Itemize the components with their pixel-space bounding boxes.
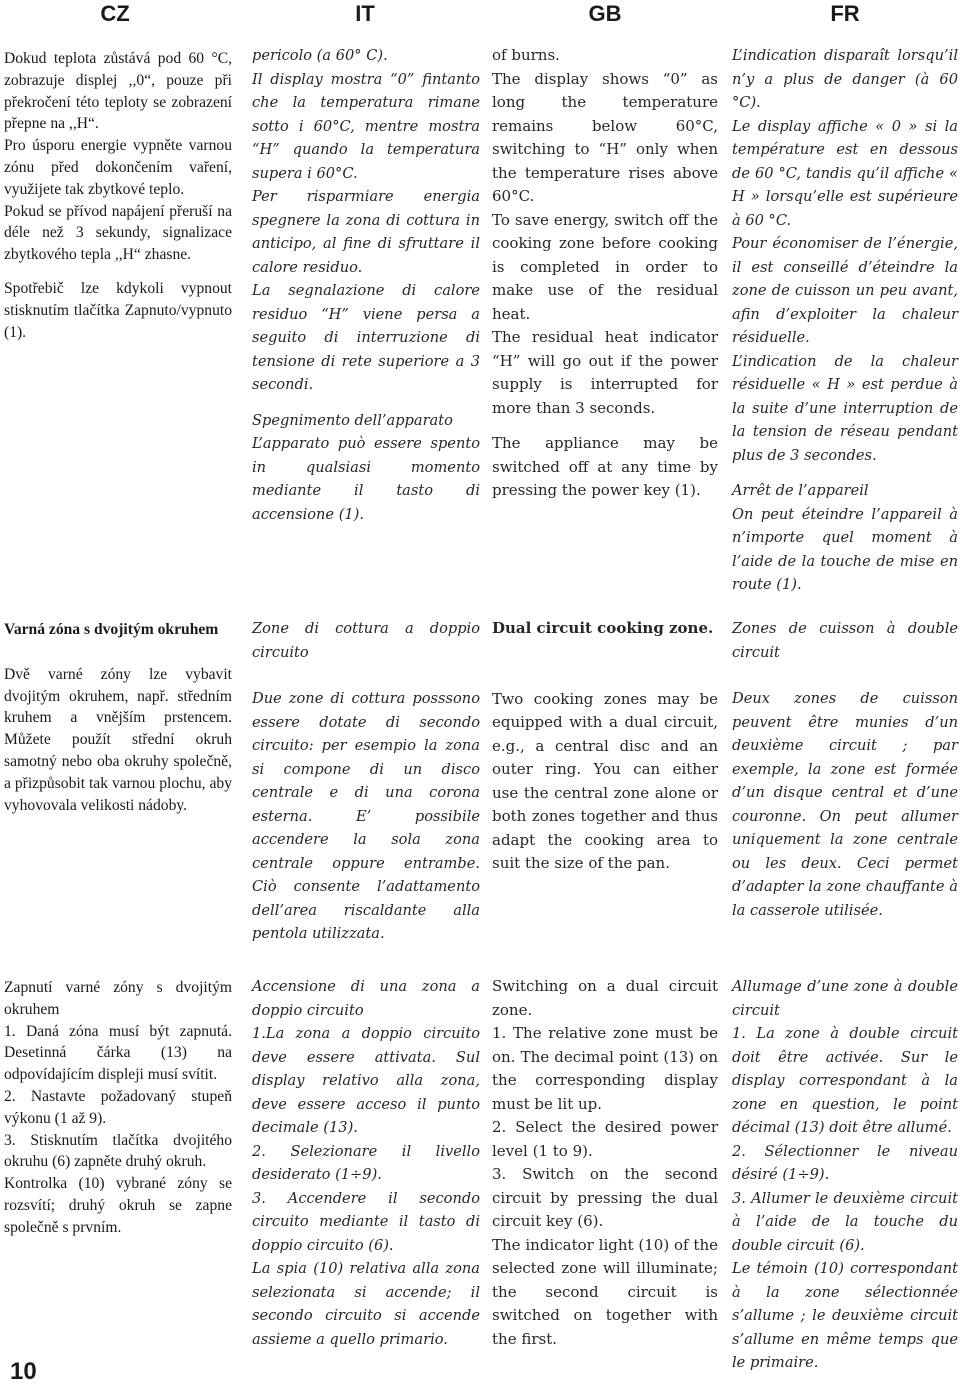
paragraph: To save energy, switch off the cooking zone before cooking is completed in order to make use of the residual heat. xyxy=(492,210,718,323)
step: 2. Sélectionner le niveau désiré (1÷9). xyxy=(732,1142,958,1183)
section2-it xyxy=(252,617,480,946)
section2-gb xyxy=(492,617,718,876)
section-title: Allumage d’une zone à double circuit xyxy=(732,978,958,1019)
paragraph: The indicator light (10) of the selected zone will illuminate; the second circuit is switched on together with the first. xyxy=(492,1235,718,1348)
paragraph: L’apparato può essere spento in qualsiasi momento mediante il tasto di accensione (1). xyxy=(252,435,480,523)
step: 1. Daná zóna musí být zapnutá. Desetinná čárka (13) na odpovídajícím displeji musí svítit. xyxy=(4,1022,232,1084)
paragraph: Pour économiser de l’énergie, il est conseillé d’éteindre la zone de cuisson un peu avant, afin d’exploiter la chaleur résiduelle. xyxy=(732,235,958,346)
section-title: Varná zóna s dvojitým okruhem xyxy=(4,621,219,638)
section-title: Zone di cottura a doppio circuito xyxy=(252,620,480,661)
subheading: Arrêt de l’appareil xyxy=(732,482,869,499)
section1-gb xyxy=(492,44,718,503)
section1-cz xyxy=(4,48,232,343)
paragraph: Il display mostra “0” fintanto che la temperatura rimane sotto i 60°C, mentre mostra “H” quando la temperatura supera i 60°C. xyxy=(252,70,480,182)
step: 1. La zone à double circuit doit être activée. Sur le display correspondant à la zone en question, le point décimal (13) doit être allumé. xyxy=(732,1025,958,1136)
column-header-gb: GB xyxy=(588,1,622,26)
section-title: Accensione di una zona a doppio circuito xyxy=(252,978,480,1019)
step: 3. Switch on the second circuit by pressing the dual circuit key (6). xyxy=(492,1165,718,1230)
paragraph: Two cooking zones may be equipped with a dual circuit, e.g., a central disc and an outer ring. You can either use the central zone alone or both zones together and thus adapt the cooking area to suit the size of the pan. xyxy=(492,689,718,872)
step: 3. Allumer le deuxième circuit à l’aide de la touche du double circuit (6). xyxy=(732,1189,958,1254)
step: 2. Nastavte požadovaný stupeň výkonu (1 až 9). xyxy=(4,1087,232,1127)
paragraph: Per risparmiare energia spegnere la zona di cottura in anticipo, al fine di sfruttare il calore residuo. xyxy=(252,188,480,276)
step: 2. Selezionare il livello desiderato (1÷9). xyxy=(252,1142,480,1183)
column-header-fr: FR xyxy=(830,1,860,26)
paragraph: Pokud se přívod napájení přeruší na déle než 3 sekundy, signalizace zbytkového tepla ,,H“ zhasne. xyxy=(4,202,232,264)
paragraph: La segnalazione di calore residuo “H” viene persa a seguito di interruzione di tensione di rete superiore a 3 secondi. xyxy=(252,282,480,393)
paragraph: Dokud teplota zůstává pod 60 °C, zobrazuje displej ,,0“, pouze při překročení této teploty se zobrazení přepne na ,,H“. xyxy=(4,50,232,133)
section2-fr xyxy=(732,617,958,922)
paragraph: Spotřebič lze kdykoli vypnout stisknutím tlačítka Zapnuto/vypnuto (1). xyxy=(4,279,232,341)
page-number: 10 xyxy=(10,1358,37,1385)
paragraph: of burns. xyxy=(492,46,560,64)
step: 3. Stisknutím tlačítka dvojitého okruhu (6) zapněte druhý okruh. xyxy=(4,1131,232,1171)
paragraph: Pro úsporu energie vypněte varnou zónu před dokončením vaření, využijete tak zbytkové teplo. xyxy=(4,137,232,198)
paragraph: Le témoin (10) correspondant à la zone sélectionnée s’allume ; le deuxième circuit s’allume en même temps que le primaire. xyxy=(732,1260,958,1371)
subheading: Spegnimento dell’apparato xyxy=(252,411,453,429)
paragraph: La spia (10) relativa alla zona selezionata si accende; il secondo circuito si accende assieme a quello primario. xyxy=(252,1260,480,1348)
section-title: Zones de cuisson à double circuit xyxy=(732,620,958,661)
paragraph: L’indication disparaît lorsqu’il n’y a plus de danger (à 60 °C). xyxy=(732,47,958,111)
paragraph: The residual heat indicator “H” will go out if the power supply is interrupted for more than 3 seconds. xyxy=(492,328,718,417)
paragraph: Due zone di cottura posssono essere dotate di secondo circuito: per esempio la zona si compone di un disco centrale e di una corona esterna. E’ possibile accendere la sola zona centrale oppure entrambe. Ciò consente l’adattamento dell’area riscaldante alla pentola utilizzata. xyxy=(252,690,480,942)
paragraph: The display shows “0” as long the temperature remains below 60°C, switching to “H” only when the temperature rises above 60°C. xyxy=(492,69,718,205)
paragraph: Dvě varné zóny lze vybavit dvojitým okruhem, např. středním kruhem a vnějším prstencem. Můžete použít střední okruh samotný nebo oba okruhy společně, a přizpůsobit tak varnou plochu, aby vyhovovala velikosti nádoby. xyxy=(4,665,232,814)
section3-fr xyxy=(732,975,958,1375)
section3-gb xyxy=(492,975,718,1351)
section2-cz xyxy=(4,619,232,816)
section1-it xyxy=(252,44,480,526)
section-title: Switching on a dual circuit zone. xyxy=(492,977,718,1019)
step: 1.La zona a doppio circuito deve essere attivata. Sul display relativo alla zona, deve essere acceso il punto decimale (13). xyxy=(252,1025,480,1136)
paragraph: Le display affiche « 0 » si la température est en dessous de 60 °C, tandis qu’il affiche « H » lorsqu’elle est supérieure à 60 °C. xyxy=(732,117,958,229)
paragraph: On peut éteindre l’appareil à n’importe quel moment à l’aide de la touche de mise en route (1). xyxy=(732,505,958,593)
section1-fr xyxy=(732,44,958,597)
paragraph: L’indication de la chaleur résiduelle « H » est perdue à la suite d’une interruption de la tension de réseau pendant plus de 3 secondes. xyxy=(732,352,958,464)
paragraph: Deux zones de cuisson peuvent être munies d’un deuxième circuit ; par exemple, la zone est formée d’un disque central et d’une couronne. On peut allumer uniquement la zone centrale ou les deux. Ceci permet d’adapter la zone chauffante à la casserole utilisée. xyxy=(732,690,958,919)
paragraph: pericolo (a 60° C). xyxy=(252,47,388,64)
column-header-it: IT xyxy=(355,1,375,26)
step: 2. Select the desired power level (1 to 9). xyxy=(492,1118,718,1160)
column-header-cz: CZ xyxy=(100,1,130,26)
step: 3. Accendere il secondo circuito mediante il tasto di doppio circuito (6). xyxy=(252,1189,480,1254)
section-title: Zapnutí varné zóny s dvojitým okruhem xyxy=(4,979,232,1018)
step: 1. The relative zone must be on. The decimal point (13) on the corresponding display must be lit up. xyxy=(492,1024,718,1113)
section3-it xyxy=(252,975,480,1351)
paragraph: The appliance may be switched off at any time by pressing the power key (1). xyxy=(492,434,718,499)
section3-cz xyxy=(4,977,232,1239)
paragraph: Kontrolka (10) vybrané zóny se rozsvítí; druhý okruh se zapne společně s prvním. xyxy=(4,1175,232,1236)
section-title: Dual circuit cooking zone. xyxy=(492,619,714,637)
